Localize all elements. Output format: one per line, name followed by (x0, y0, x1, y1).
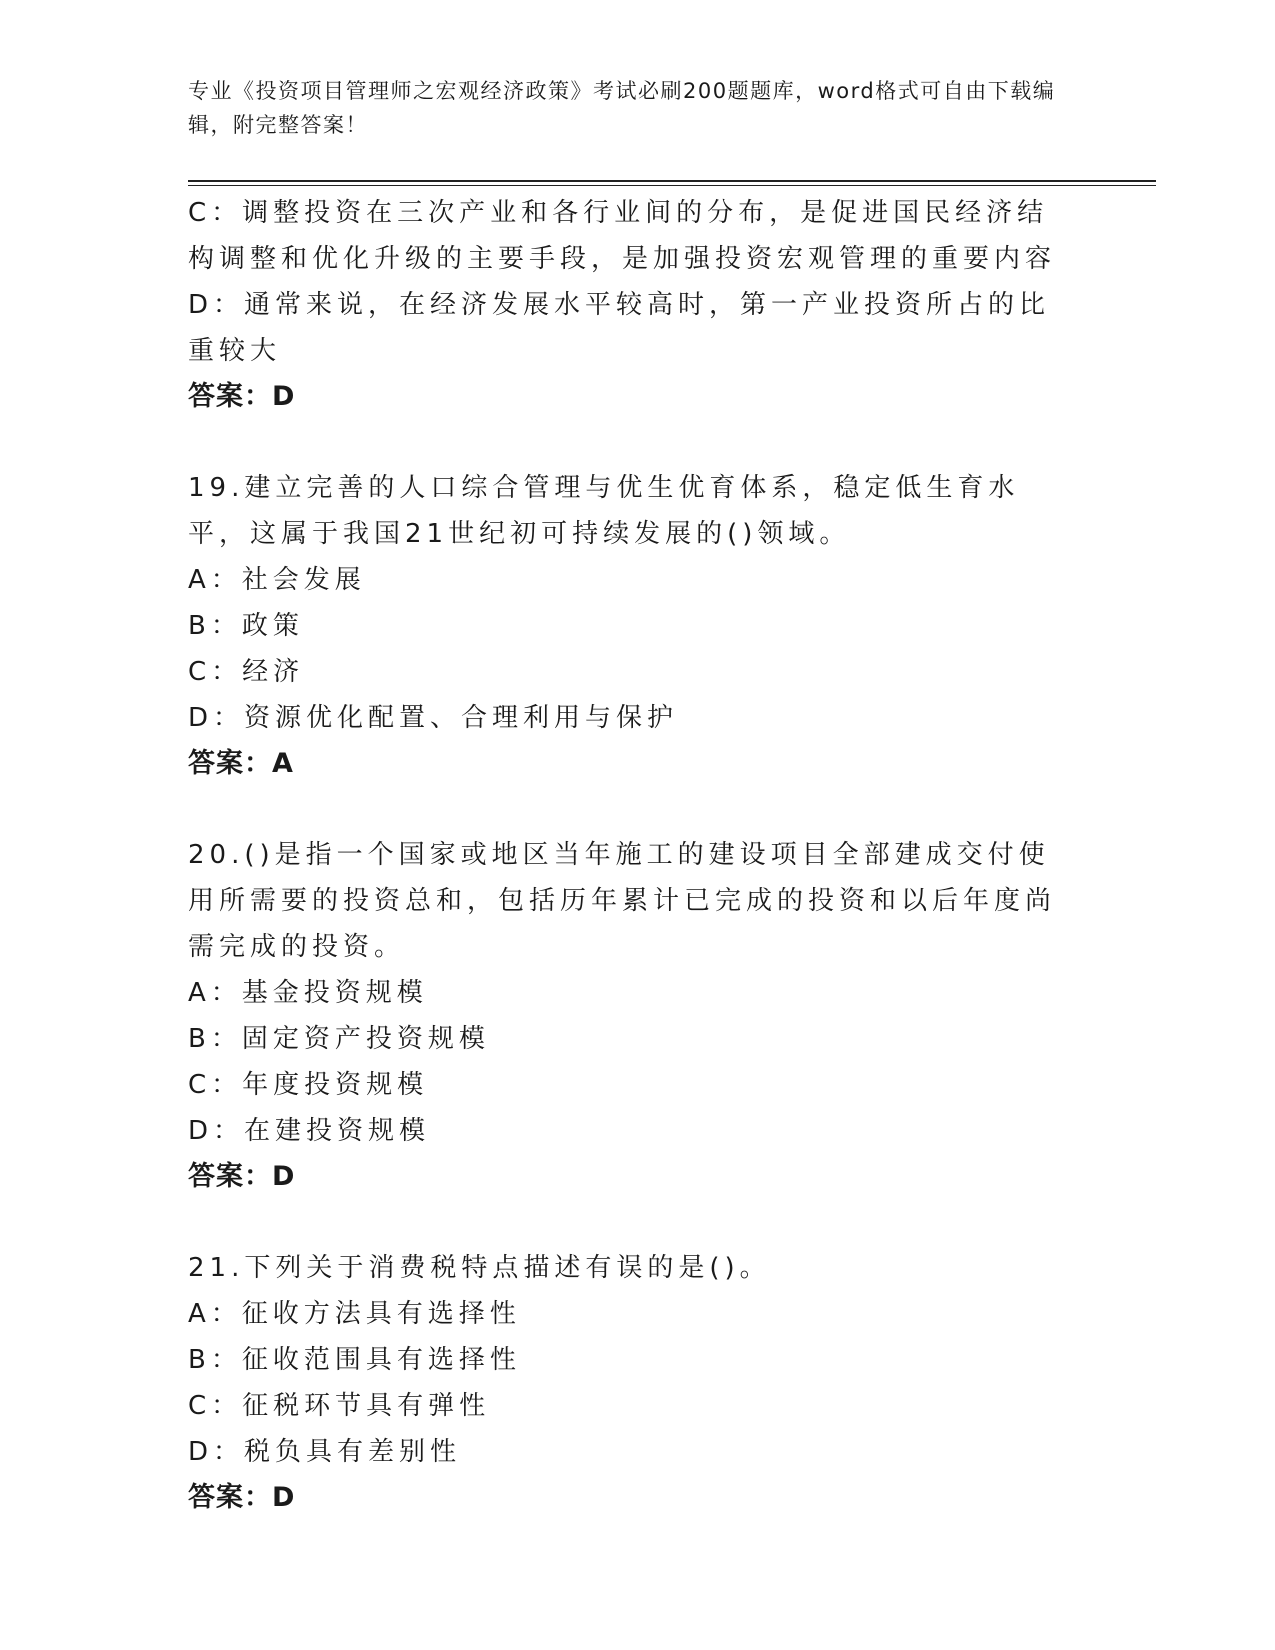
question-content (188, 190, 1078, 1521)
document-header: 专业《投资项目管理师之宏观经济政策》考试必刷200题题库，word格式可自由下载编辑，附完整答案！ (188, 79, 1056, 137)
option-c: C：年度投资规模 (188, 1070, 429, 1100)
option-a: A：社会发展 (188, 565, 366, 595)
question-19 (188, 465, 1078, 787)
question-stem: 20.()是指一个国家或地区当年施工的建设项目全部建成交付使用所需要的投资总和，包括历年累计已完成的投资和以后年度尚需完成的投资。 (188, 840, 1057, 962)
option-a: A：基金投资规模 (188, 978, 428, 1008)
option-d: D：税负具有差别性 (188, 1437, 462, 1467)
question-20 (188, 832, 1078, 1200)
question-18-tail (188, 190, 1078, 420)
answer: 答案：A (188, 748, 294, 779)
option-d: D：在建投资规模 (188, 1116, 431, 1146)
question-21 (188, 1245, 1078, 1521)
option-c: C：调整投资在三次产业和各行业间的分布，是促进国民经济结构调整和优化升级的主要手段，是加强投资宏观管理的重要内容 (188, 198, 1057, 274)
spacer (188, 420, 1078, 465)
answer: 答案：D (188, 381, 296, 412)
spacer (188, 787, 1078, 832)
answer: 答案：D (188, 1482, 296, 1513)
question-stem: 21.下列关于消费税特点描述有误的是()。 (188, 1253, 771, 1283)
option-b: B：政策 (188, 611, 304, 641)
option-a: A：征收方法具有选择性 (188, 1299, 521, 1329)
question-stem: 19.建立完善的人口综合管理与优生优育体系，稳定低生育水平，这属于我国21世纪初可持续发展的()领域。 (188, 473, 1020, 549)
option-c: C：经济 (188, 657, 305, 687)
header-rule-thick (188, 180, 1156, 182)
option-d: D：通常来说，在经济发展水平较高时，第一产业投资所占的比重较大 (188, 290, 1051, 366)
answer: 答案：D (188, 1161, 296, 1192)
option-d: D：资源优化配置、合理利用与保护 (188, 703, 679, 733)
header-rule-thin (188, 185, 1156, 186)
option-b: B：征收范围具有选择性 (188, 1345, 521, 1375)
option-b: B：固定资产投资规模 (188, 1024, 490, 1054)
spacer (188, 1200, 1078, 1245)
option-c: C：征税环节具有弹性 (188, 1391, 491, 1421)
